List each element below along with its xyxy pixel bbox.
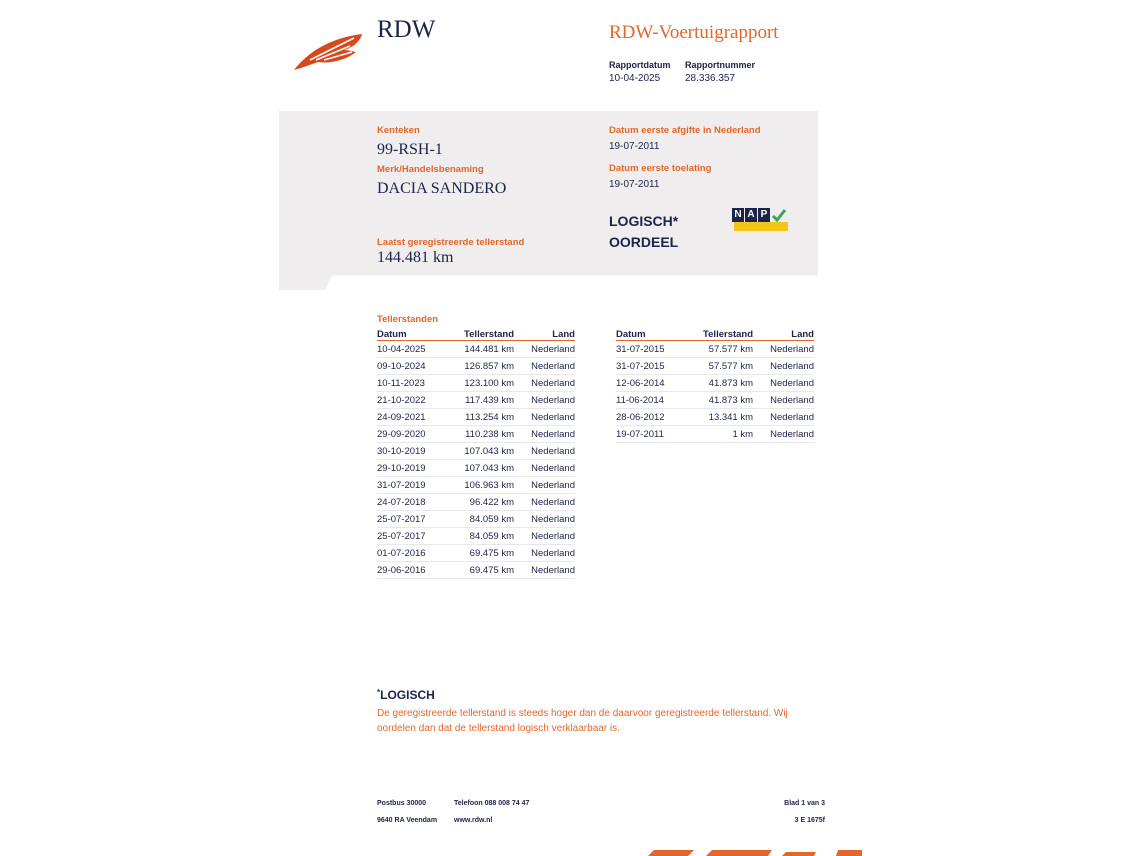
reading-date: 30-10-2019	[377, 443, 445, 460]
reading-tellerstand: 84.059 km	[445, 528, 514, 545]
table-row	[616, 375, 814, 392]
reading-date: 28-06-2012	[616, 409, 684, 426]
reading-tellerstand: 69.475 km	[445, 562, 514, 579]
footer-page: Blad 1 van 3	[784, 800, 825, 807]
rapportdatum-value: 10-04-2025	[609, 73, 661, 84]
oordeel	[609, 211, 678, 253]
reading-land: Nederland	[514, 477, 575, 494]
col-header-land: Land	[753, 328, 814, 341]
reading-land: Nederland	[753, 426, 814, 443]
reading-land: Nederland	[753, 341, 814, 358]
reading-date: 11-06-2014	[616, 392, 684, 409]
footer-address: 9640 RA Veendam	[377, 817, 438, 824]
reading-date: 01-07-2016	[377, 545, 445, 562]
reading-land: Nederland	[753, 409, 814, 426]
table-row	[377, 443, 575, 460]
nap-badge	[732, 208, 788, 232]
note-title	[377, 688, 435, 702]
merk-label: Merk/Handelsbenaming	[377, 164, 484, 175]
reading-land: Nederland	[514, 426, 575, 443]
reading-tellerstand: 1 km	[684, 426, 753, 443]
reading-date: 29-09-2020	[377, 426, 445, 443]
note-text: De geregistreerde tellerstand is steeds hoger dan de daarvoor geregistreerde tellerstand. Wij oordelen dan dat de tellerstand logisch verklaarbaar is.	[377, 708, 788, 734]
table-row	[616, 409, 814, 426]
reading-land: Nederland	[514, 375, 575, 392]
vehicle-summary-panel	[279, 111, 818, 290]
table-row	[377, 511, 575, 528]
reading-date: 31-07-2015	[616, 341, 684, 358]
nap-letter: P	[758, 208, 770, 222]
report-title: RDW-Voertuigrapport	[609, 22, 779, 43]
reading-date: 19-07-2011	[616, 426, 684, 443]
reading-land: Nederland	[514, 511, 575, 528]
reading-land: Nederland	[514, 409, 575, 426]
tellerstand-label: Laatst geregistreerde tellerstand	[377, 237, 525, 248]
toelating-label: Datum eerste toelating	[609, 163, 712, 174]
table-header-row	[377, 328, 575, 341]
tellerstand-value: 144.481 km	[377, 249, 454, 266]
readings-title: Tellerstanden	[377, 314, 439, 325]
reading-date: 21-10-2022	[377, 392, 445, 409]
oordeel-line-2: OORDEEL	[609, 234, 679, 250]
col-header-datum: Datum	[377, 328, 445, 341]
reading-tellerstand: 41.873 km	[684, 392, 753, 409]
reading-land: Nederland	[753, 375, 814, 392]
reading-tellerstand: 113.254 km	[445, 409, 514, 426]
reading-tellerstand: 107.043 km	[445, 443, 514, 460]
merk-value: DACIA SANDERO	[377, 180, 507, 197]
nap-letter: N	[732, 208, 744, 222]
table-row	[377, 494, 575, 511]
table-row	[377, 545, 575, 562]
reading-date: 09-10-2024	[377, 358, 445, 375]
reading-tellerstand: 110.238 km	[445, 426, 514, 443]
reading-date: 10-04-2025	[377, 341, 445, 358]
col-header-tellerstand: Tellerstand	[445, 328, 514, 341]
reading-date: 12-06-2014	[616, 375, 684, 392]
oordeel-line-1: LOGISCH*	[609, 213, 679, 229]
reading-tellerstand: 144.481 km	[445, 341, 514, 358]
reading-tellerstand: 84.059 km	[445, 511, 514, 528]
reading-tellerstand: 57.577 km	[684, 341, 753, 358]
table-row	[377, 409, 575, 426]
brand-name: RDW	[377, 16, 436, 43]
readings-table-left	[377, 328, 575, 579]
kenteken-value: 99-RSH-1	[377, 141, 443, 158]
afgifte-value: 19-07-2011	[609, 141, 660, 152]
readings-table-right	[616, 328, 814, 443]
reading-land: Nederland	[514, 443, 575, 460]
reading-land: Nederland	[514, 392, 575, 409]
table-row	[616, 358, 814, 375]
footer-postbus: Postbus 30000	[377, 800, 427, 807]
table-header-row	[616, 328, 814, 341]
kenteken-label: Kenteken	[377, 125, 420, 136]
table-row	[377, 375, 575, 392]
reading-land: Nederland	[514, 562, 575, 579]
decorative-stripes	[640, 848, 865, 856]
footer-code: 3 E 1675f	[794, 817, 825, 824]
reading-land: Nederland	[753, 358, 814, 375]
table-row	[377, 426, 575, 443]
reading-tellerstand: 13.341 km	[684, 409, 753, 426]
reading-date: 24-07-2018	[377, 494, 445, 511]
table-row	[377, 358, 575, 375]
rapportnummer-value: 28.336.357	[685, 73, 736, 84]
note-asterisk: *	[377, 688, 381, 697]
col-header-land: Land	[514, 328, 575, 341]
reading-date: 10-11-2023	[377, 375, 445, 392]
reading-land: Nederland	[514, 358, 575, 375]
reading-tellerstand: 107.043 km	[445, 460, 514, 477]
reading-date: 31-07-2019	[377, 477, 445, 494]
table-row	[616, 426, 814, 443]
reading-date: 29-06-2016	[377, 562, 445, 579]
col-header-tellerstand: Tellerstand	[684, 328, 753, 341]
reading-date: 29-10-2019	[377, 460, 445, 477]
reading-land: Nederland	[514, 494, 575, 511]
rapportdatum-label: Rapportdatum	[609, 60, 671, 70]
reading-tellerstand: 41.873 km	[684, 375, 753, 392]
nap-letter: A	[745, 208, 757, 222]
table-row	[377, 392, 575, 409]
reading-date: 31-07-2015	[616, 358, 684, 375]
table-row	[616, 341, 814, 358]
afgifte-label: Datum eerste afgifte in Nederland	[609, 125, 761, 136]
reading-tellerstand: 96.422 km	[445, 494, 514, 511]
reading-land: Nederland	[514, 460, 575, 477]
table-row	[377, 460, 575, 477]
reading-tellerstand: 106.963 km	[445, 477, 514, 494]
note-heading: LOGISCH	[380, 688, 435, 702]
reading-land: Nederland	[753, 392, 814, 409]
rapportnummer-label: Rapportnummer	[685, 60, 756, 70]
reading-tellerstand: 69.475 km	[445, 545, 514, 562]
reading-tellerstand: 123.100 km	[445, 375, 514, 392]
table-row	[377, 528, 575, 545]
reading-land: Nederland	[514, 545, 575, 562]
reading-date: 24-09-2021	[377, 409, 445, 426]
table-row	[377, 477, 575, 494]
reading-tellerstand: 57.577 km	[684, 358, 753, 375]
table-row	[377, 341, 575, 358]
reading-tellerstand: 126.857 km	[445, 358, 514, 375]
footer-phone: Telefoon 088 008 74 47	[454, 800, 530, 807]
reading-date: 25-07-2017	[377, 528, 445, 545]
rdw-logo-icon	[290, 30, 368, 72]
col-header-datum: Datum	[616, 328, 684, 341]
footer-website[interactable]: www.rdw.nl	[454, 817, 493, 824]
reading-date: 25-07-2017	[377, 511, 445, 528]
check-icon	[771, 208, 787, 223]
table-row	[616, 392, 814, 409]
reading-tellerstand: 117.439 km	[445, 392, 514, 409]
reading-land: Nederland	[514, 341, 575, 358]
table-row	[377, 562, 575, 579]
toelating-value: 19-07-2011	[609, 179, 660, 190]
reading-land: Nederland	[514, 528, 575, 545]
